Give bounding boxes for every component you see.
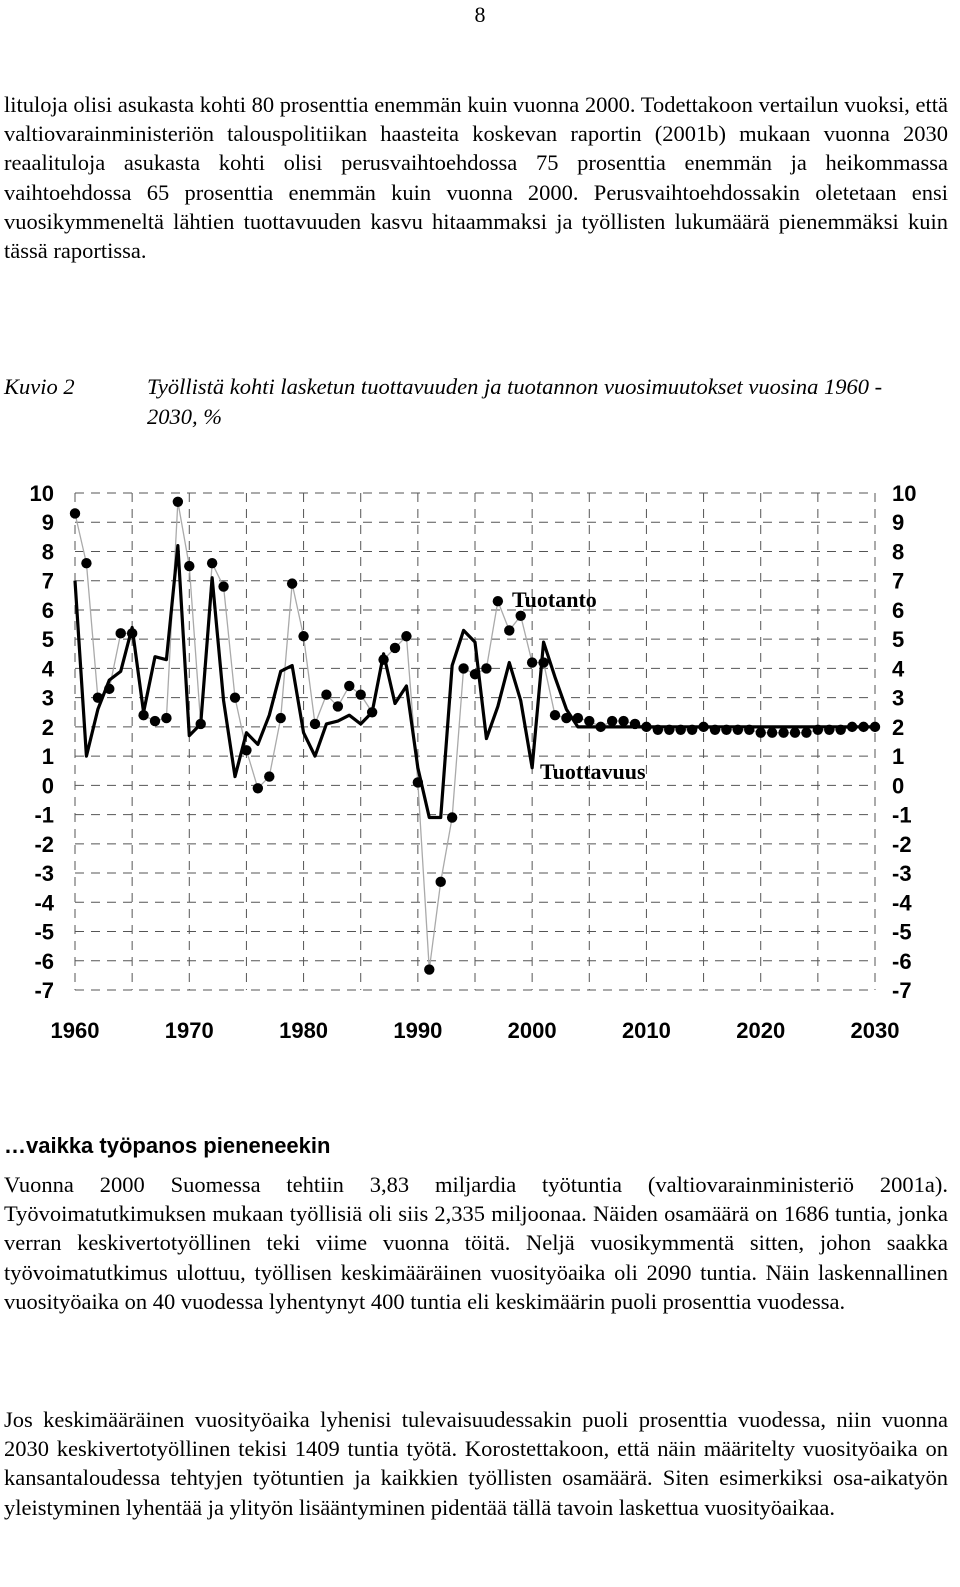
data-point-tuotanto: [276, 713, 286, 723]
y-tick-label-right: -3: [892, 861, 912, 887]
data-point-tuotanto: [150, 716, 160, 726]
series-line-tuottavuus: [75, 546, 875, 818]
paragraph-1: lituloja olisi asukasta kohti 80 prosenttia enemmän kuin vuonna 2000. Todettakoon vertailun vuoksi, että valtiovarainministeriön talouspolitiikan haasteita koskevan raportin (2001b) mukaan vuonna 2030 reaalituloja asukasta kohti olisi perusvaihtoehdossa 75 prosenttia enemmän ja heikommassa vaihtoehdossa 65 prosenttia enemmän kuin vuonna 2000. Perusvaihtoehdossakin oletetaan ensi vuosikymmeneltä lähtien tuottavuuden kasvu hitaammaksi ja työllisten lukumäärä pienemmäksi kuin tässä raportissa.: [4, 92, 948, 264]
data-point-tuotanto: [813, 725, 823, 735]
data-point-tuotanto: [436, 877, 446, 887]
x-tick-label: 1960: [50, 1018, 100, 1043]
y-tick-label-right: -2: [892, 831, 912, 857]
y-tick-label-left: -1: [34, 802, 54, 828]
data-point-tuotanto: [481, 663, 491, 673]
paragraph-3: Jos keskimääräinen vuosityöaika lyhenisi tulevaisuudessakin puoli prosenttia vuodessa, niin vuonna 2030 keskivertotyöllinen tekisi 1409 tuntia työtä. Korostettakoon, että näin määritelty vuosityöaika on kansantaloudessa tehtyjen työtuntien ja kaikkien työllisten osamäärä. Siten esimerkiksi osa-aikatyön yleistyminen lyhentää ja ylityön lisääntyminen pidentää tällä tavoin laskettua vuosityöaikaa.: [4, 1407, 948, 1520]
y-tick-label-right: 1: [892, 744, 905, 770]
y-tick-label-left: -5: [34, 919, 54, 945]
y-tick-label-left: 5: [41, 627, 54, 653]
data-point-tuotanto: [367, 707, 377, 717]
y-tick-label-left: 0: [41, 773, 54, 799]
data-point-tuotanto: [161, 713, 171, 723]
page-number: 8: [474, 2, 486, 27]
data-point-tuotanto: [847, 722, 857, 732]
y-tick-label-left: 10: [29, 481, 54, 506]
data-point-tuotanto: [721, 725, 731, 735]
data-point-tuotanto: [744, 725, 754, 735]
y-tick-label-right: -5: [892, 919, 912, 945]
y-tick-label-left: 2: [41, 714, 54, 740]
data-point-tuotanto: [127, 628, 137, 638]
data-point-tuotanto: [333, 701, 343, 711]
chart-grid: [75, 493, 875, 990]
y-tick-label-left: 6: [41, 597, 54, 623]
data-point-tuotanto: [664, 725, 674, 735]
data-point-tuotanto: [104, 684, 114, 694]
data-point-tuotanto: [710, 725, 720, 735]
y-tick-label-left: 3: [41, 685, 54, 711]
y-tick-label-right: 7: [892, 568, 905, 594]
y-tick-label-left: 7: [41, 568, 54, 594]
x-tick-label: 1990: [393, 1018, 443, 1043]
series-label-tuottavuus: Tuottavuus: [540, 759, 646, 784]
y-tick-label-right: 3: [892, 685, 905, 711]
data-point-tuotanto: [596, 722, 606, 732]
y-tick-label-left: 4: [41, 656, 54, 682]
data-point-tuotanto: [253, 783, 263, 793]
x-tick-label: 1970: [164, 1018, 214, 1043]
y-tick-label-right: 10: [892, 481, 917, 506]
data-point-tuotanto: [584, 716, 594, 726]
data-point-tuotanto: [196, 719, 206, 729]
y-tick-label-right: -7: [892, 978, 912, 1003]
data-point-tuotanto: [401, 631, 411, 641]
data-point-tuotanto: [538, 657, 548, 667]
y-tick-label-left: 1: [41, 744, 54, 770]
figure-title: Työllistä kohti lasketun tuottavuuden ja tuotannon vuosimuutokset vuosina 1960 - 2030, %: [147, 374, 883, 429]
y-tick-label-right: 5: [892, 627, 905, 653]
y-tick-label-left: -2: [34, 831, 54, 857]
data-point-tuotanto: [527, 657, 537, 667]
y-tick-label-left: -7: [34, 978, 54, 1003]
y-tick-label-right: 4: [892, 656, 905, 682]
y-tick-label-right: -6: [892, 948, 912, 974]
y-tick-label-right: 6: [892, 597, 905, 623]
data-point-tuotanto: [264, 771, 274, 781]
data-point-tuotanto: [218, 581, 228, 591]
data-point-tuotanto: [447, 812, 457, 822]
data-point-tuotanto: [93, 692, 103, 702]
data-point-tuotanto: [298, 631, 308, 641]
section-heading: …vaikka työpanos pieneneekin: [4, 1133, 331, 1158]
data-point-tuotanto: [241, 745, 251, 755]
data-point-tuotanto: [607, 716, 617, 726]
data-point-tuotanto: [687, 725, 697, 735]
data-point-tuotanto: [630, 719, 640, 729]
data-point-tuotanto: [573, 713, 583, 723]
data-point-tuotanto: [618, 716, 628, 726]
data-point-tuotanto: [504, 625, 514, 635]
y-tick-label-left: -4: [34, 890, 54, 916]
paragraph-2: Vuonna 2000 Suomessa tehtiin 3,83 miljardia työtuntia (valtiovarainministeriö 2001a). Työvoimatutkimuksen mukaan työllisiä oli siis 2,335 miljoonaa. Näiden osamäärä on 1686 tuntia, jonka verran keskivertotyöllinen teki viime vuonna töitä. Neljä vuosikymmentä sitten, johon saakka työvoimatutkimus ulottuu, työllisen keskimääräinen vuosityöaika oli 2090 tuntia. Näin laskennallinen vuosityöaika on 40 vuodessa lyhentynyt 400 tuntia eli keskimäärin puoli prosenttia vuodessa.: [4, 1172, 948, 1314]
data-point-tuotanto: [493, 596, 503, 606]
y-tick-label-right: -1: [892, 802, 912, 828]
data-point-tuotanto: [378, 654, 388, 664]
data-point-tuotanto: [641, 722, 651, 732]
data-point-tuotanto: [561, 713, 571, 723]
data-point-tuotanto: [356, 690, 366, 700]
x-tick-label: 2030: [850, 1018, 900, 1043]
data-point-tuotanto: [287, 578, 297, 588]
data-point-tuotanto: [173, 497, 183, 507]
y-tick-label-left: -6: [34, 948, 54, 974]
data-point-tuotanto: [858, 722, 868, 732]
data-point-tuotanto: [81, 558, 91, 568]
y-tick-label-right: -4: [892, 890, 912, 916]
x-tick-label: 2000: [507, 1018, 557, 1043]
x-tick-label: 2020: [736, 1018, 786, 1043]
y-tick-label-left: -3: [34, 861, 54, 887]
data-point-tuotanto: [344, 681, 354, 691]
y-tick-label-right: 9: [892, 510, 905, 536]
data-point-tuotanto: [653, 725, 663, 735]
y-tick-label-left: 8: [41, 539, 54, 565]
data-point-tuotanto: [870, 722, 880, 732]
data-point-tuotanto: [310, 719, 320, 729]
y-axis-left: [30, 481, 55, 1003]
line-chart: [0, 470, 960, 1070]
y-tick-label-left: 9: [41, 510, 54, 536]
data-point-tuotanto: [70, 508, 80, 518]
data-point-tuotanto: [836, 725, 846, 735]
data-point-tuotanto: [230, 692, 240, 702]
data-point-tuotanto: [516, 611, 526, 621]
figure-label: Kuvio 2: [4, 374, 75, 399]
y-tick-label-right: 8: [892, 539, 905, 565]
y-axis-right: [892, 481, 916, 1003]
data-point-tuotanto: [790, 728, 800, 738]
data-point-tuotanto: [390, 643, 400, 653]
data-point-tuotanto: [184, 561, 194, 571]
x-axis: [51, 1018, 900, 1043]
data-point-tuotanto: [733, 725, 743, 735]
data-point-tuotanto: [676, 725, 686, 735]
data-point-tuotanto: [413, 777, 423, 787]
data-point-tuotanto: [801, 728, 811, 738]
data-point-tuotanto: [824, 725, 834, 735]
data-point-tuotanto: [550, 710, 560, 720]
data-point-tuotanto: [756, 728, 766, 738]
data-point-tuotanto: [470, 669, 480, 679]
x-tick-label: 2010: [621, 1018, 671, 1043]
data-point-tuotanto: [138, 710, 148, 720]
data-point-tuotanto: [321, 690, 331, 700]
data-point-tuotanto: [698, 722, 708, 732]
data-point-tuotanto: [207, 558, 217, 568]
data-point-tuotanto: [458, 663, 468, 673]
data-point-tuotanto: [778, 728, 788, 738]
y-tick-label-right: 2: [892, 714, 905, 740]
data-point-tuotanto: [767, 728, 777, 738]
data-point-tuotanto: [424, 964, 434, 974]
series-label-tuotanto: Tuotanto: [512, 587, 597, 612]
data-point-tuotanto: [116, 628, 126, 638]
x-tick-label: 1980: [279, 1018, 329, 1043]
y-tick-label-right: 0: [892, 773, 905, 799]
